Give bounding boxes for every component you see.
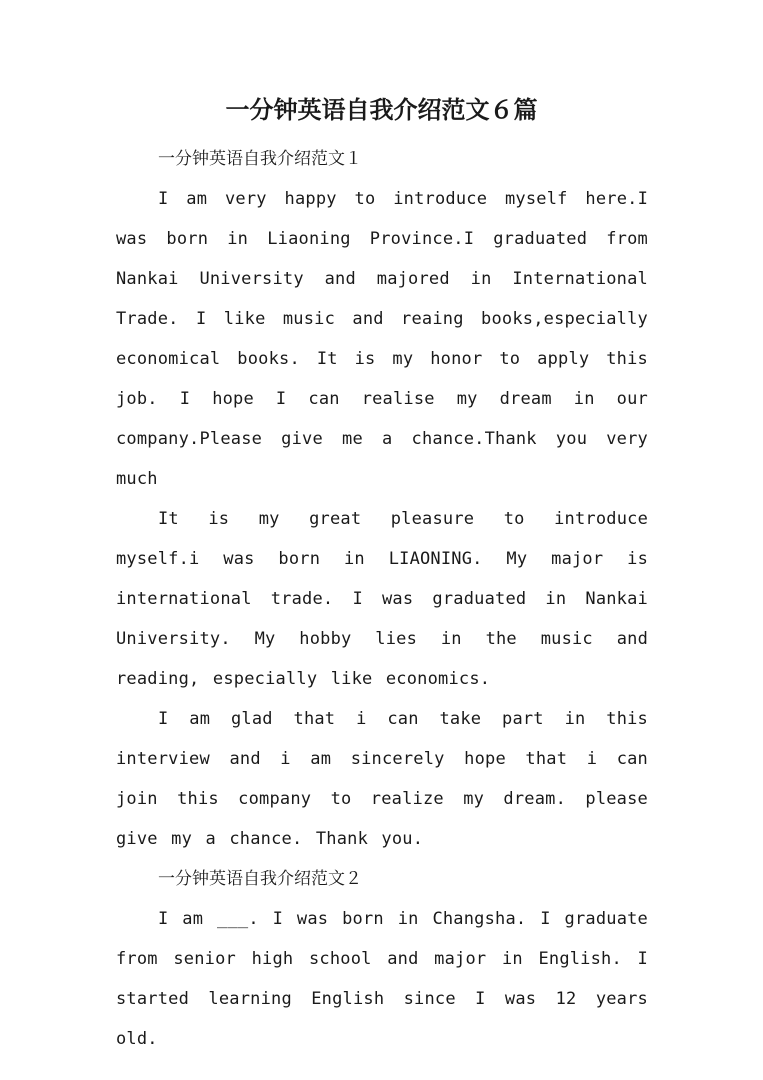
paragraph: It is my great pleasure to introduce myself.i was born in LIAONING. My major is international trade. I was graduated in Nankai University. My hobby lies in the music and reading, especially like economics.	[116, 509, 648, 689]
section-heading: 一分钟英语自我介绍范文１	[158, 149, 362, 169]
section-2	[116, 859, 648, 1059]
document-title: 一分钟英语自我介绍范文６篇	[225, 96, 538, 124]
paragraph: I am glad that i can take part in this interview and i am sincerely hope that i can join this company to realize my dream. please give my a chance. Thank you.	[116, 709, 648, 849]
section-1	[116, 139, 648, 859]
document-body	[116, 139, 648, 1059]
section-heading: 一分钟英语自我介绍范文２	[158, 869, 362, 889]
paragraph: I am ___. I was born in Changsha. I graduate from senior high school and major in English. I started learning English since I was 12 years old.	[116, 909, 648, 1049]
paragraph: I am very happy to introduce myself here.I was born in Liaoning Province.I graduated from Nankai University and majored in International Trade. I like music and reaing books,especially economical books. It is my honor to apply this job. I hope I can realise my dream in our company.Please give me a chance.Thank you very much	[116, 189, 648, 489]
